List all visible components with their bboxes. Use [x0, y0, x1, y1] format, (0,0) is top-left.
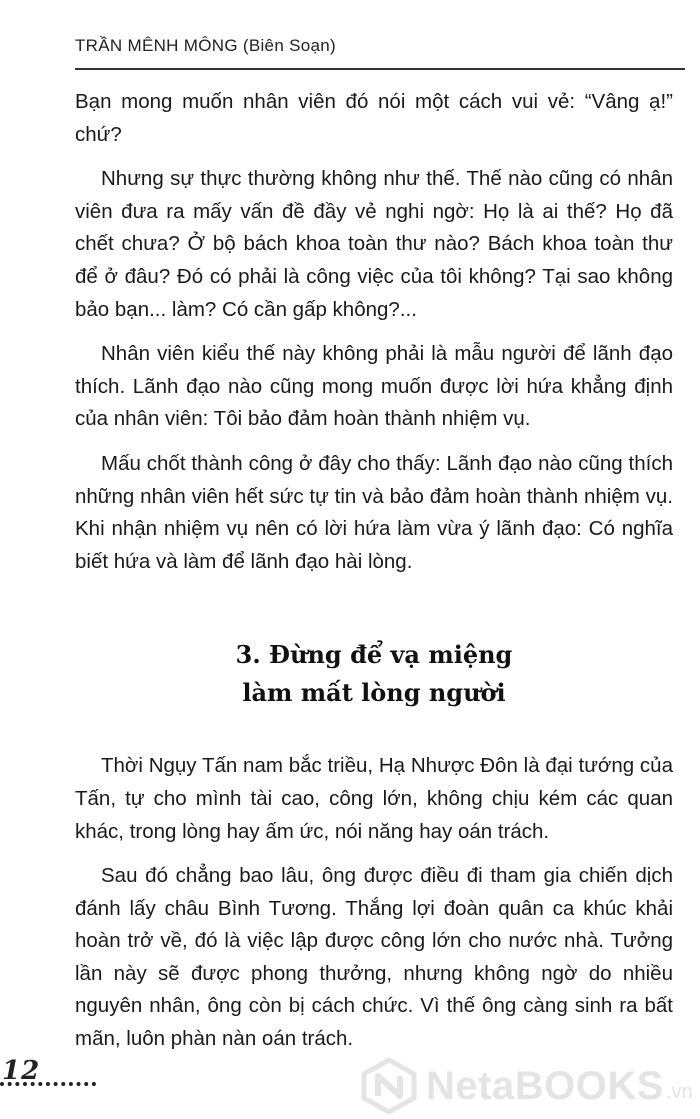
netabooks-logo-icon: [360, 1058, 418, 1114]
watermark-text: NetaBOOKS: [426, 1063, 664, 1108]
page-number: 12: [2, 1056, 41, 1086]
netabooks-watermark: [360, 1058, 693, 1114]
paragraph-3: Nhân viên kiểu thế này không phải là mẫu người để lãnh đạo thích. Lãnh đạo nào cũng mong muốn được lời hứa khẳng định của nhân viên: Tôi bảo đảm hoàn thành nhiệm vụ.: [75, 342, 673, 431]
section-heading-line-1: 3. Đừng để vạ miệng: [235, 640, 513, 670]
section-heading-line-2: làm mất lòng người: [242, 678, 506, 708]
paragraph-4: Mấu chốt thành công ở đây cho thấy: Lãnh đạo nào cũng thích những nhân viên hết sức tự tin và bảo đảm hoàn thành nhiệm vụ. Khi nhận nhiệm vụ nên có lời hứa làm vừa ý lãnh đạo: Có nghĩa biết hứa và làm để lãnh đạo hài lòng.: [75, 451, 673, 573]
paragraph-2: Nhưng sự thực thường không như thế. Thế nào cũng có nhân viên đưa ra mấy vấn đề đầy vẻ nghi ngờ: Họ là ai thế? Họ đã chết chưa? Ở bộ bách khoa toàn thư nào? Bách khoa toàn thư để ở đâu? Đó có phải là công việc của tôi không? Tại sao không bảo bạn... làm? Có cần gấp không?...: [75, 167, 673, 321]
paragraph-6: Sau đó chẳng bao lâu, ông được điều đi tham gia chiến dịch đánh lấy châu Bình Tương. Thắng lợi đoàn quân ca khúc khải hoàn trở về, đó là việc lập được công lớn cho nước nhà. Tưởng lần này sẽ được phong thưởng, nhưng không ngờ do nhiều nguyên nhân, ông còn bị cách chức. Vì thế ông càng sinh ra bất mãn, luôn phàn nàn oán trách.: [75, 864, 673, 1051]
section-heading: [75, 636, 673, 712]
paragraph-1: Bạn mong muốn nhân viên đó nói một cách vui vẻ: “Vâng ạ!” chứ?: [75, 90, 673, 146]
page-content: [75, 86, 673, 1068]
running-header: TRẦN MÊNH MÔNG (Biên Soạn): [75, 36, 336, 55]
paragraph-5: Thời Ngụy Tấn nam bắc triều, Hạ Nhược Đôn là đại tướng của Tấn, tự cho mình tài cao, công lớn, không chịu kém các quan khác, trong lòng hay ấm ức, nói năng hay oán trách.: [75, 754, 673, 843]
page-footer: [0, 1056, 700, 1119]
watermark-suffix: .vn: [665, 1080, 693, 1103]
header-rule: [75, 68, 685, 70]
